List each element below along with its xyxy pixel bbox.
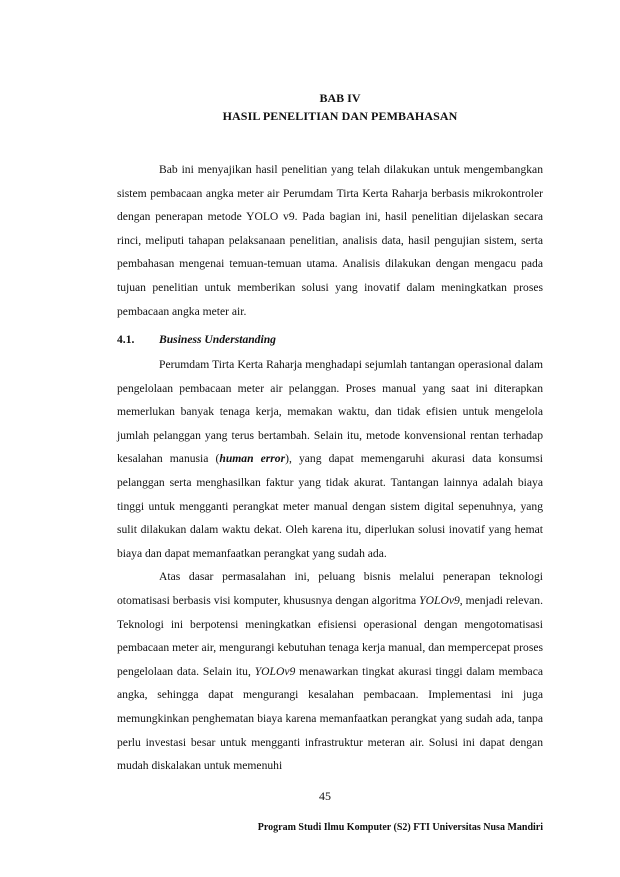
chapter-number: BAB IV xyxy=(319,91,361,105)
text-run: Atas dasar permasalahan ini, peluang bisnis melalui penerapan teknologi otomatisasi berbasis visi komputer, khususnya dengan algoritma xyxy=(117,570,543,607)
emphasis-text: human error xyxy=(219,452,286,466)
page-footer: Program Studi Ilmu Komputer (S2) FTI Universitas Nusa Mandiri xyxy=(257,822,543,833)
section-paragraph-2 xyxy=(117,565,543,777)
intro-block xyxy=(117,158,543,323)
section-number: 4.1. xyxy=(117,333,135,346)
emphasis-text: YOLOv9 xyxy=(254,664,296,678)
intro-paragraph: Bab ini menyajikan hasil penelitian yang telah dilakukan untuk mengembangkan sistem pembacaan angka meter air Perumdam Tirta Kerta Raharja berbasis mikrokontroler dengan penerapan metode YOLO v9. Pada bagian ini, hasil penelitian dijelaskan secara rinci, meliputi tahapan pelaksanaan penelitian, analisis data, hasil pengujian sistem, serta pembahasan mengenai temuan-temuan utama. Analisis dilakukan dengan mengacu pada tujuan penelitian untuk memberikan solusi yang inovatif dalam meningkatkan proses pembacaan angka meter air. xyxy=(117,163,543,318)
section-paragraph-1 xyxy=(117,353,543,565)
page-number: 45 xyxy=(319,789,331,803)
section-body xyxy=(117,353,543,778)
section-heading xyxy=(117,333,276,346)
section-title: Business Understanding xyxy=(159,333,276,346)
text-run: menawarkan tingkat akurasi tinggi dalam membaca angka, sehingga dapat mengurangi kesalahan pembacaan. Implementasi ini juga memungkinkan penghematan biaya karena memanfaatkan perangkat yang sudah ada, tanpa perlu investasi besar untuk mengganti infrastruktur meteran air. Solusi ini dapat dengan mudah diskalakan untuk memenuhi xyxy=(117,664,543,773)
chapter-title: HASIL PENELITIAN DAN PEMBAHASAN xyxy=(222,109,458,123)
text-run: ), yang dapat memengaruhi akurasi data konsumsi pelanggan serta menghasilkan faktur yang tidak akurat. Tantangan lainnya adalah biaya tinggi untuk mengganti perangkat meter manual dengan sistem digital sepenuhnya, yang sulit dilakukan dalam waktu dekat. Oleh karena itu, diperlukan solusi inovatif yang hemat biaya dan dapat memanfaatkan perangkat yang sudah ada. xyxy=(117,452,543,560)
text-run: Perumdam Tirta Kerta Raharja menghadapi sejumlah tantangan operasional dalam pengelolaan pembacaan meter air pelanggan. Proses manual yang saat ini diterapkan memerlukan banyak tenaga kerja, memakan waktu, dan tidak efisien untuk mengelola jumlah pelanggan yang terus bertambah. Selain itu, metode konvensional rentan terhadap kesalahan manusia ( xyxy=(117,358,543,466)
emphasis-text: YOLOv9 xyxy=(419,593,460,607)
text-run: , menjadi relevan. Teknologi ini berpotensi meningkatkan efisiensi operasional dengan mengotomatisasi pembacaan meter air, mengurangi kebutuhan tenaga kerja manual, dan mempercepat proses pengelolaan data. Selain itu, xyxy=(117,593,543,678)
